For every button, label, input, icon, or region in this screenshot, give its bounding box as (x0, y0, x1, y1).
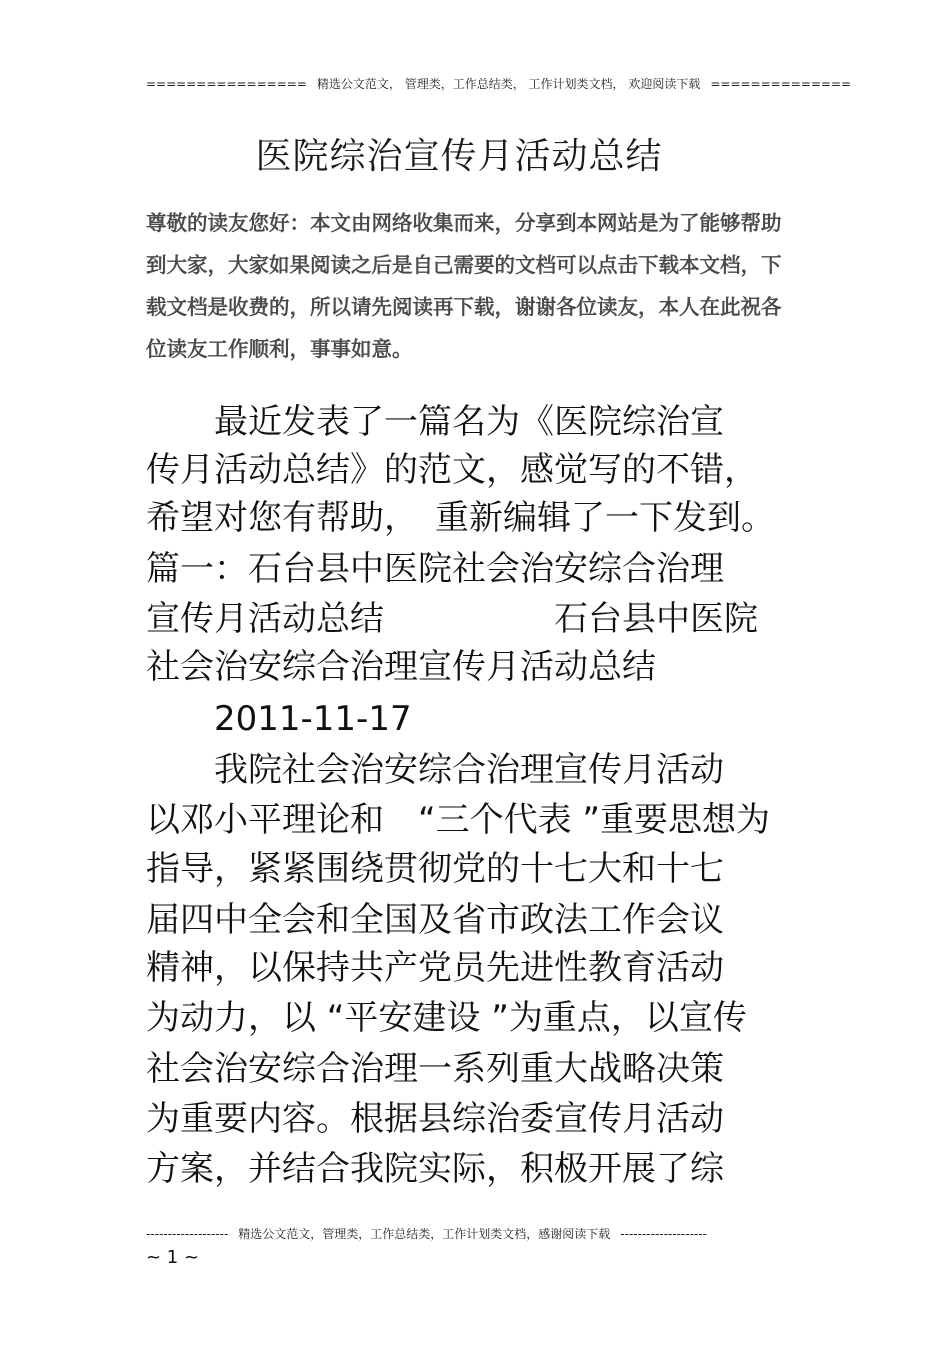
body-line: 以邓小平理论和 “三个代表 ”重要思想为 (146, 800, 771, 840)
document-title: 医院综治宣传月活动总结 (255, 136, 663, 177)
page-header (146, 74, 852, 94)
body-line: 篇一：石台县中医院社会治安综合治理 (146, 549, 724, 589)
body-line: 精神，以保持共产党员先进性教育活动 (146, 948, 724, 988)
body-line: 届四中全会和全国及省市政法工作会议 (146, 900, 724, 940)
body-line: 指导，紧紧围绕贯彻党的十七大和十七 (146, 849, 724, 889)
body-line: 社会治安综合治理宣传月活动总结 (146, 647, 656, 687)
reader-notice: 尊敬的读友您好：本文由网络收集而来，分享到本网站是为了能够帮助到大家，大家如果阅读之后是自己需要的文档可以点击下载本文档，下载文档是收费的，所以请先阅读再下载，谢谢各位读友，本人在此祝各位读友工作顺利，事事如意。 (146, 211, 782, 361)
body-line: 宣传月活动总结 石台县中医院 (146, 599, 758, 639)
body-line: 最近发表了一篇名为《医院综治宣 (146, 402, 724, 442)
footer-left-rule: ------------------- (146, 1227, 229, 1241)
body-line: 我院社会治安综合治理宣传月活动 (146, 750, 724, 790)
footer-right-rule: -------------------- (620, 1227, 707, 1241)
body-line: 方案，并结合我院实际，积极开展了综 (146, 1149, 724, 1189)
body-line: 为动力，以 “平安建设 ”为重点，以宣传 (146, 998, 747, 1038)
page-number: ~ 1 ~ (146, 1247, 200, 1268)
header-text: 精选公文范文， 管理类，工作总结类， 工作计划类文档， 欢迎阅读下载 (316, 77, 701, 91)
body-line: 希望对您有帮助， 重新编辑了一下发到。 (146, 498, 775, 538)
body-line: 社会治安综合治理一系列重大战略决策 (146, 1049, 724, 1089)
body-line: 2011-11-17 (146, 699, 412, 739)
page-footer (146, 1224, 786, 1244)
header-left-rule: ================ (146, 77, 307, 91)
body-line: 为重要内容。根据县综治委宣传月活动 (146, 1099, 724, 1139)
body-line: 传月活动总结》的范文，感觉写的不错， (146, 450, 758, 490)
footer-text: 精选公文范文，管理类，工作总结类，工作计划类文档，感谢阅读下载 (238, 1227, 611, 1241)
header-right-rule: ============== (710, 77, 852, 91)
